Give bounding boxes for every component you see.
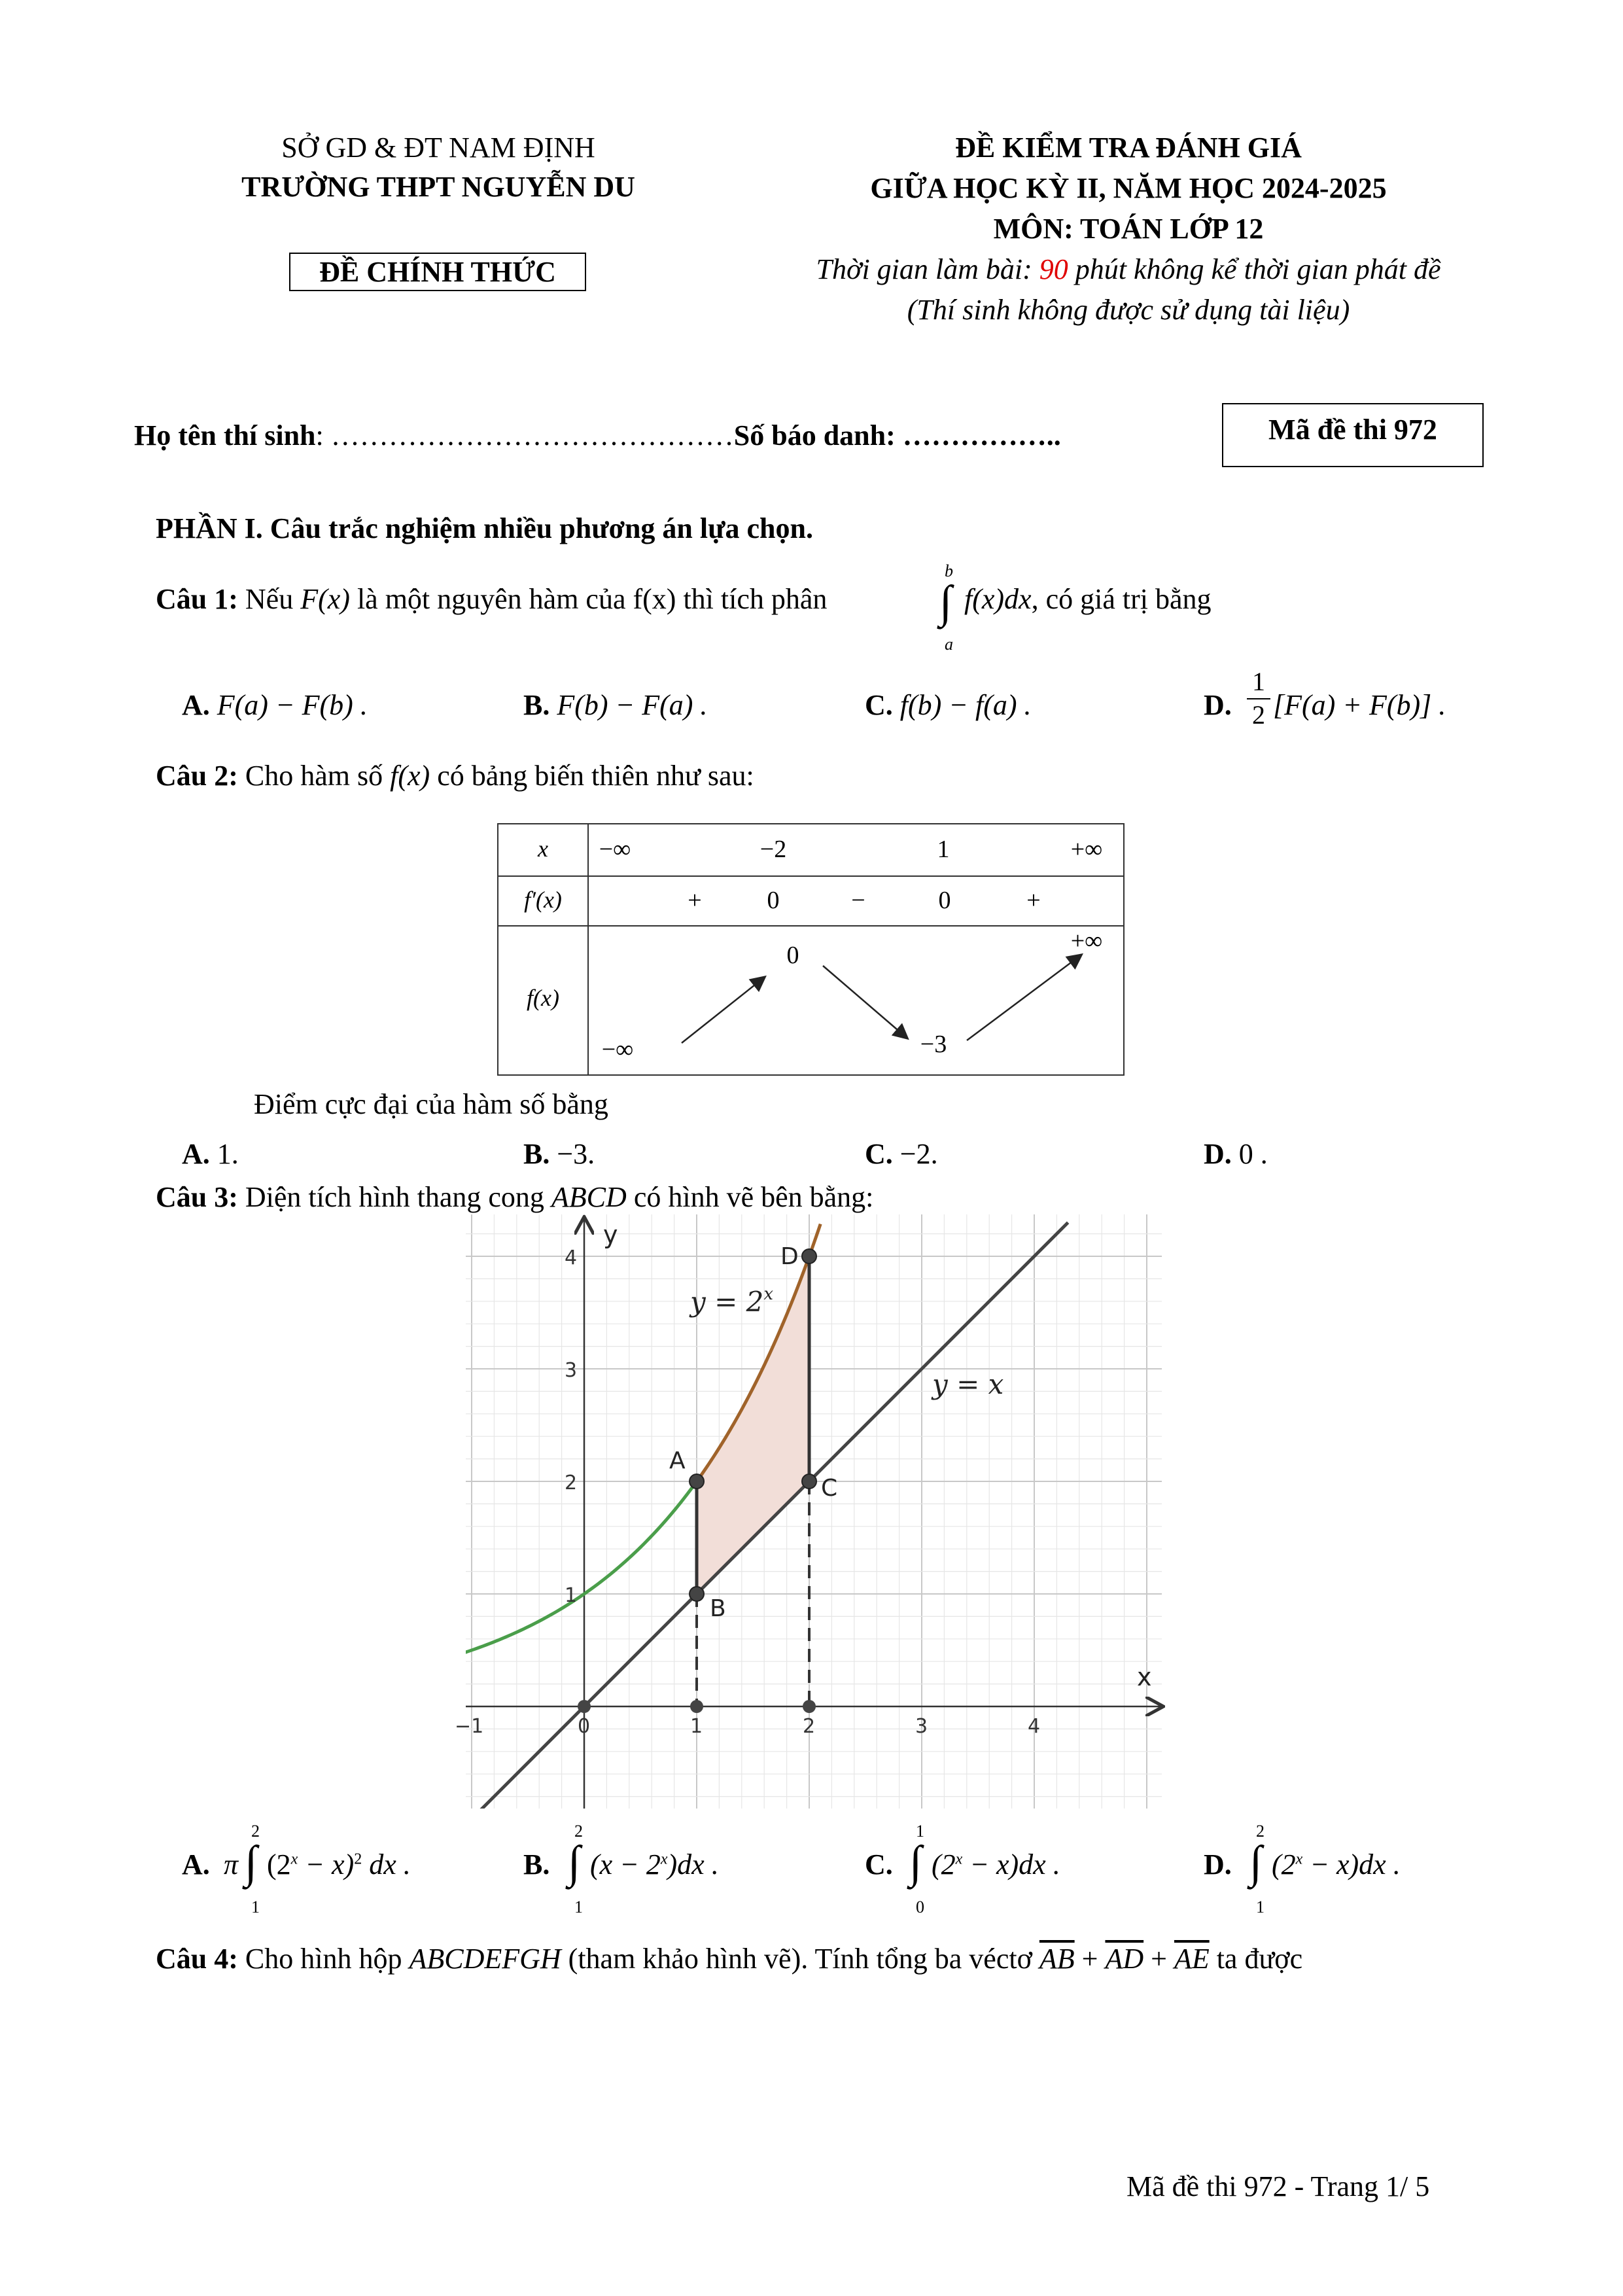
vt-f-2: −3 (920, 1031, 947, 1058)
name-label: Họ tên thí sinh (134, 419, 316, 451)
point-d (802, 1249, 816, 1263)
exam-title: ĐỀ KIỂM TRA ĐÁNH GIÁ (955, 132, 1302, 164)
vt-x-3: +∞ (1070, 836, 1103, 863)
q2-stem: Câu 2: Cho hàm số f(x) có bảng biến thiên như sau: (156, 760, 754, 792)
vt-f-label: f(x) (527, 985, 559, 1011)
q3-a-integral: 2 ∫ 1 (245, 1822, 260, 1916)
q3-option-c[interactable]: C. (865, 1848, 893, 1881)
name-field[interactable]: : …………………………………… (315, 419, 734, 451)
time-value: 90 (1039, 253, 1068, 285)
q2-option-b[interactable]: B. −3. (523, 1138, 595, 1170)
q1-stem: Câu 1: Nếu F(x) là một nguyên hàm của f(x) thì tích phân (156, 583, 828, 615)
line-label: y = x (932, 1368, 1004, 1400)
point-label-d: D (780, 1243, 799, 1270)
vt-fp-0: + (688, 887, 702, 914)
axis-point (578, 1700, 591, 1713)
q2-subquestion: Điểm cực đại của hàm số bằng (254, 1088, 608, 1120)
y-tick-label: 3 (565, 1359, 578, 1382)
q3-c-integral: 1 ∫ 0 (909, 1822, 924, 1916)
point-label-b: B (710, 1595, 726, 1622)
q1-option-b[interactable]: B. F(b) − F(a) . (523, 689, 708, 721)
vt-arrows (498, 824, 1123, 1074)
variation-table (497, 823, 1125, 1076)
point-label-c: C (821, 1475, 838, 1502)
vt-f-0: −∞ (601, 1036, 634, 1063)
x-tick-label: 0 (578, 1715, 591, 1738)
school-name: TRƯỜNG THPT NGUYỄN DU (241, 171, 635, 203)
point-a (689, 1474, 704, 1489)
exam-subject: MÔN: TOÁN LỚP 12 (993, 213, 1264, 245)
axis-point (803, 1700, 816, 1713)
x-tick-label: 3 (915, 1715, 928, 1738)
vector-ad: $\overline{AD}$ (1105, 1943, 1144, 1975)
y-axis-label: y (603, 1220, 618, 1249)
vt-fp-3: 0 (938, 887, 951, 914)
q4-label: Câu 4: (156, 1943, 238, 1975)
vt-x-label: x (538, 836, 548, 862)
id-label: Số báo danh: (733, 419, 903, 451)
x-tick-label: −1 (455, 1715, 484, 1738)
curve-label: $y = 2^x$ (690, 1284, 774, 1318)
official-badge: ĐỀ CHÍNH THỨC (289, 253, 586, 291)
area-graph (455, 1210, 1171, 1812)
student-info-line (134, 419, 1061, 452)
page-footer: Mã đề thi 972 - Trang 1/ 5 (1126, 2170, 1430, 2202)
q1-integral: b ∫ a (939, 561, 953, 654)
q2-option-a[interactable]: A. 1. (182, 1138, 239, 1170)
vt-x-1: −2 (759, 836, 787, 863)
vt-arrow-up-2 (967, 955, 1081, 1040)
point-b (689, 1587, 704, 1601)
q3-option-d[interactable]: D. (1204, 1848, 1232, 1881)
exam-time: Thời gian làm bài: 90 phút không kể thời gian phát đề (816, 253, 1441, 285)
vt-fp-1: 0 (767, 887, 780, 914)
school-department: SỞ GD & ĐT NAM ĐỊNH (281, 132, 595, 164)
vt-f-3: +∞ (1070, 927, 1103, 955)
vt-arrow-up-1 (682, 978, 764, 1043)
q1-integrand: f(x)dx (964, 583, 1032, 615)
y-tick-label: 2 (565, 1472, 578, 1494)
x-tick-label: 2 (803, 1715, 816, 1738)
vt-f-1: 0 (786, 942, 799, 969)
q3-stem: Câu 3: Diện tích hình thang cong ABCD có hình vẽ bên bằng: (156, 1181, 874, 1213)
exam-term: GIỮA HỌC KỲ II, NĂM HỌC 2024-2025 (870, 172, 1387, 204)
vector-ae: $\overline{AE}$ (1174, 1943, 1210, 1975)
vt-x-0: −∞ (599, 836, 631, 863)
q1-label: Câu 1: (156, 583, 238, 615)
q2-option-d[interactable]: D. 0 . (1204, 1138, 1268, 1170)
q3-label: Câu 3: (156, 1181, 238, 1213)
q4-stem: Câu 4: Cho hình hộp ABCDEFGH (tham khảo hình vẽ). Tính tổng ba véctơ $\overline{AB} + \overline{AD} + \overline{AE}$ ta được (156, 1943, 1303, 1975)
q1-option-a[interactable]: A. F(a) − F(b) . (182, 689, 368, 721)
y-tick-label: 1 (565, 1584, 578, 1607)
vt-fp-label: f′(x) (524, 887, 562, 913)
q2-label: Câu 2: (156, 760, 238, 792)
x-tick-label: 1 (690, 1715, 703, 1738)
vector-ab: $\overline{AB}$ (1039, 1943, 1075, 1975)
vt-fp-4: + (1026, 887, 1041, 914)
vt-arrow-down (823, 966, 907, 1038)
point-c (802, 1474, 816, 1489)
axis-point (690, 1700, 703, 1713)
q3-b-integral: 2 ∫ 1 (568, 1822, 583, 1916)
y-tick-label: 4 (565, 1246, 578, 1269)
q1-option-d[interactable]: D. (1204, 689, 1232, 721)
q3-option-a[interactable]: A. (182, 1848, 210, 1881)
vt-fp-2: − (851, 887, 865, 914)
point-label-a: A (669, 1447, 686, 1474)
q1-option-c[interactable]: C. f(b) − f(a) . (865, 689, 1032, 721)
exam-code-box: Mã đề thi 972 (1222, 403, 1484, 467)
vt-x-2: 1 (937, 836, 950, 863)
exam-note: (Thí sinh không được sử dụng tài liệu) (907, 294, 1350, 326)
x-tick-label: 4 (1028, 1715, 1041, 1738)
q2-option-c[interactable]: C. −2. (865, 1138, 938, 1170)
x-axis-label: x (1137, 1663, 1152, 1691)
part1-title: PHẦN I. Câu trắc nghiệm nhiều phương án lựa chọn. (156, 512, 813, 544)
q1-d-fraction: 1 2 (1247, 666, 1270, 730)
q3-d-integral: 2 ∫ 1 (1249, 1822, 1265, 1916)
q3-option-b[interactable]: B. (523, 1848, 550, 1881)
id-field[interactable]: …………….. (902, 419, 1061, 451)
